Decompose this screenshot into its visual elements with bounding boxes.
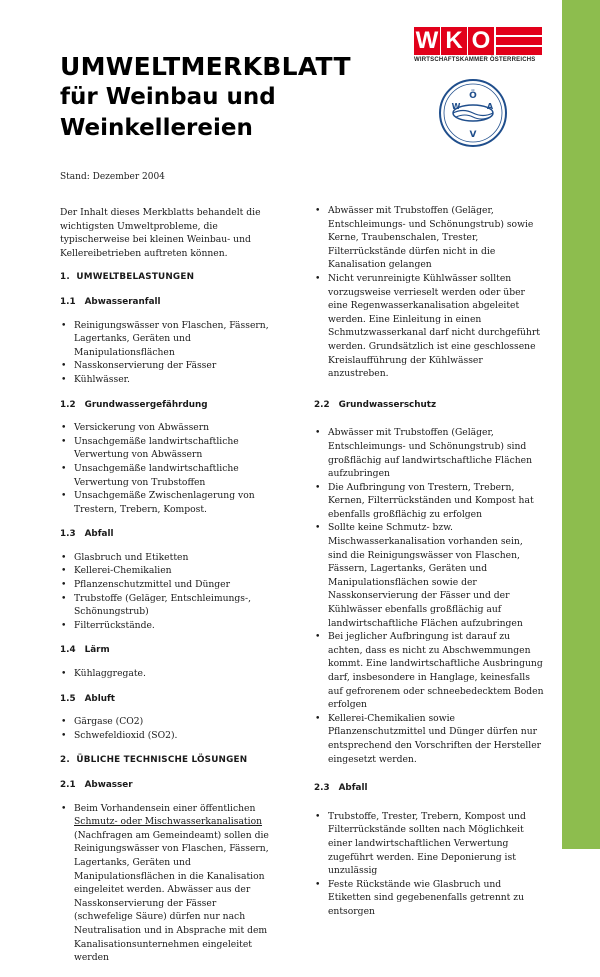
subsection-2-3-heading: [314, 782, 544, 796]
logo-letter-o: O: [468, 27, 494, 55]
logo-flag-stripes: [496, 27, 542, 55]
list-item: • Abwässer mit Trubstoffen (Geläger, Entschleimungs- und Schönungstrub) sowie Kerne, Traubenschalen, Trester, Filterrückstände dürfen nicht in die Kanalisation gelangen: [314, 204, 544, 272]
svg-text:W: W: [451, 102, 461, 111]
sidebar-green-bar: [562, 0, 600, 849]
svg-text:Ö: Ö: [469, 91, 477, 101]
title-line-1: UMWELTMERKBLATT: [60, 52, 351, 81]
subsection-number: 1.5: [60, 693, 76, 704]
subsection-title: Abfall: [338, 783, 368, 794]
page-title: [60, 52, 351, 144]
svg-text:A: A: [486, 102, 494, 111]
subsection-title: Abwasseranfall: [84, 296, 161, 307]
title-line-2: für Weinbau und: [60, 84, 276, 110]
item-text: Beim Vorhandensein einer öffentlichen: [74, 802, 256, 814]
subsection-1-3-heading: [60, 528, 276, 542]
list-1-1: [60, 319, 276, 387]
subsection-title: Abfall: [84, 529, 114, 540]
list-item: [60, 802, 276, 965]
title-line-3: Weinkellereien: [60, 115, 253, 141]
list-item: • Die Aufbringung von Trestern, Trebern, Kernen, Filterrückständen und Kompost hat ebenfalls großflächig zu erfolgen: [314, 481, 544, 522]
list-2-1-start: [60, 802, 276, 965]
list-2-3: [314, 810, 544, 919]
list-item: • Versickerung von Abwässern: [60, 421, 276, 435]
subsection-number: 2.2: [314, 399, 330, 410]
oewav-seal-icon: [438, 78, 508, 148]
subsection-number: 1.2: [60, 399, 76, 410]
logo-subtitle: WIRTSCHAFTSKAMMER ÖSTERREICHS: [414, 57, 536, 63]
intro-paragraph: Der Inhalt dieses Merkblatts behandelt die wichtigsten Umweltprobleme, die typischerweise bei kleinen Weinbau- und Kellereibetrieben auftreten können.: [60, 207, 261, 259]
list-item: • Sollte keine Schmutz- bzw. Mischwasserkanalisation vorhanden sein, sind die Reinigungswässer von Flaschen, Fässern, Lagertanks, Geräten und Manipulationsflächen sowie der Nasskonservierung der Fässer und der Kühlwässer ebenfalls großflächig auf landwirtschaftliche Flächen aufzubringen: [314, 521, 544, 630]
list-item: • Glasbruch und Etiketten: [60, 551, 276, 565]
logo-letter-k: K: [441, 27, 467, 55]
list-item: • Abwässer mit Trubstoffen (Geläger, Entschleimungs- und Schönungstrub) sind großflächig auf landwirtschaftliche Flächen aufzubringen: [314, 426, 544, 480]
section-2-number: 2.: [60, 755, 70, 766]
left-column: [60, 206, 276, 977]
list-item: • Unsachgemäße landwirtschaftliche Verwertung von Trubstoffen: [60, 462, 276, 489]
section-1-title: UMWELTBELASTUNGEN: [76, 272, 195, 283]
right-column: [314, 204, 544, 931]
subsection-number: 2.3: [314, 783, 330, 794]
list-item: • Feste Rückstände wie Glasbruch und Etiketten sind gegebenenfalls getrennt zu entsorgen: [314, 878, 544, 919]
section-2-heading: [60, 754, 276, 768]
subsection-1-4-heading: [60, 644, 276, 658]
subsection-1-2-heading: [60, 399, 276, 413]
list-1-3: [60, 551, 276, 633]
subsection-title: Abluft: [84, 693, 116, 704]
list-item: • Kellerei-Chemikalien: [60, 564, 276, 578]
list-item: • Nasskonservierung der Fässer: [60, 359, 276, 373]
list-item: • Schwefeldioxid (SO2).: [60, 729, 276, 743]
section-2-title: ÜBLICHE TECHNISCHE LÖSUNGEN: [76, 755, 248, 766]
list-item: • Kühlaggregate.: [60, 667, 276, 681]
list-item: • Unsachgemäße Zwischenlagerung von Trestern, Trebern, Kompost.: [60, 489, 276, 516]
list-item: • Trubstoffe, Trester, Trebern, Kompost und Filterrückstände sollten nach Möglichkeit einer landwirtschaftlichen Verwertung zugeführt werden. Eine Deponierung ist unzulässig: [314, 810, 544, 878]
logo-letter-w: W: [415, 27, 439, 54]
list-item: • Pflanzenschutzmittel und Dünger: [60, 578, 276, 592]
list-1-4: [60, 667, 276, 681]
list-2-1-continued: [314, 204, 544, 381]
subsection-2-1-heading: [60, 779, 276, 793]
list-item: • Nicht verunreinigte Kühlwässer sollten vorzugsweise verrieselt werden oder über eine Regenwasserkanalisation abgeleitet werden. Eine Einleitung in einen Schmutzwasserkanal darf nicht durchgeführt werden. Grundsätzlich ist eine geschlossene Kreislaufführung der Kühlwässer anzustreben.: [314, 272, 544, 381]
subsection-1-5-heading: [60, 693, 276, 707]
list-item: • Trubstoffe (Geläger, Entschleimungs-, Schönungstrub): [60, 592, 276, 619]
subsection-title: Lärm: [84, 645, 110, 656]
subsection-1-1-heading: [60, 296, 276, 310]
list-item: • Bei jeglicher Aufbringung ist darauf zu achten, dass es nicht zu Abschwemmungen kommt. Eine landwirtschaftliche Ausbringung darf, insbesondere in Hanglage, keinesfalls auf gefrorenem oder schneebedecktem Boden erfolgen: [314, 630, 544, 712]
list-2-2: [314, 426, 544, 766]
subsection-2-2-heading: [314, 399, 544, 413]
list-item: • Kellerei-Chemikalien sowie Pflanzenschutzmittel und Dünger dürfen nur entsprechend den Vorschriften der Hersteller eingesetzt werden.: [314, 712, 544, 766]
list-item: • Filterrückstände.: [60, 619, 276, 633]
kanalisation-link[interactable]: Schmutz- oder Mischwasserkanalisation: [74, 816, 263, 828]
subsection-number: 1.1: [60, 296, 76, 307]
subsection-number: 1.3: [60, 529, 76, 540]
list-item: • Gärgase (CO2): [60, 715, 276, 729]
subsection-number: 2.1: [60, 780, 76, 790]
subsection-title: Grundwassergefährdung: [84, 399, 208, 410]
wko-logo: [414, 27, 542, 63]
list-item: • Kühlwässer.: [60, 373, 276, 387]
list-1-2: [60, 421, 276, 516]
subsection-title: Grundwasserschutz: [338, 399, 437, 410]
document-date: Stand: Dezember 2004: [60, 172, 165, 182]
list-item: • Unsachgemäße landwirtschaftliche Verwertung von Abwässern: [60, 435, 276, 462]
svg-text:V: V: [469, 130, 477, 140]
subsection-title: Abwasser: [84, 780, 133, 790]
list-1-5: [60, 715, 276, 742]
subsection-number: 1.4: [60, 645, 76, 656]
section-1-heading: [60, 271, 276, 285]
section-1-number: 1.: [60, 272, 70, 283]
item-text-continued: (Nachfragen am Gemeindeamt) sollen die Reinigungswässer von Flaschen, Fässern, Lagertanks, Geräten und Manipulationsflächen in die Kanalisation eingeleitet werden. Abwässer aus der Nasskonservierung der Fässer (schwefelige Säure) dürfen nur nach Neutralisation und in Absprache mit dem Kanalisationsunternehmen eingeleitet werden: [74, 829, 269, 964]
list-item: • Reinigungswässer von Flaschen, Fässern, Lagertanks, Geräten und Manipulationsflächen: [60, 319, 276, 360]
